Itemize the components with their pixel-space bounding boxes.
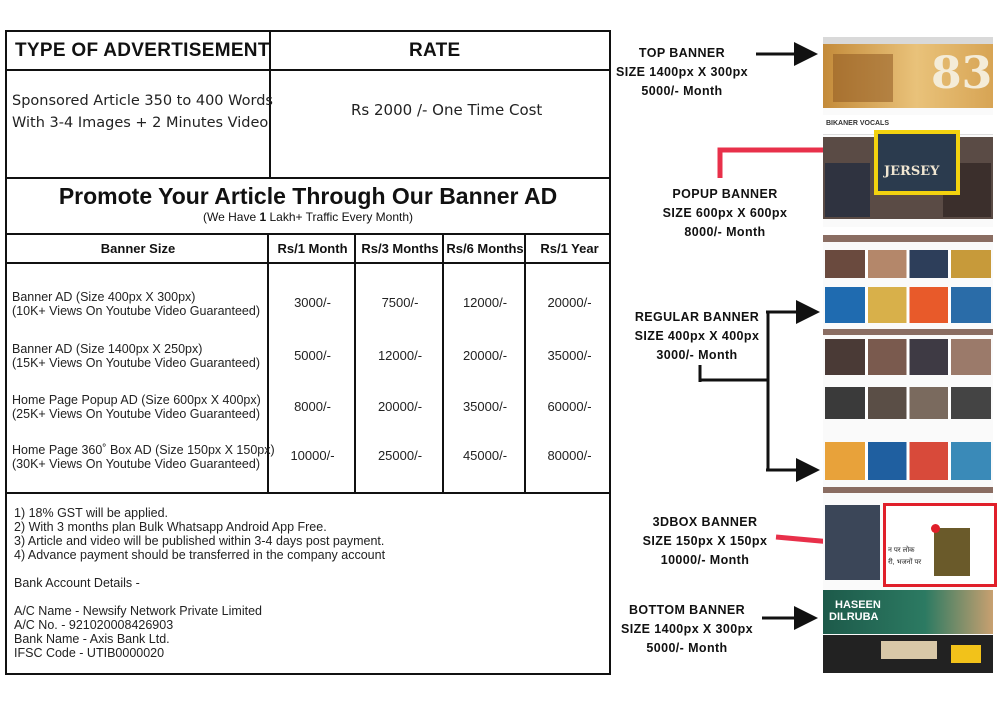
banner-figure bbox=[833, 54, 893, 102]
note-item: 2) With 3 months plan Bulk Whatsapp Android App Free. bbox=[14, 520, 327, 534]
rate-header: RATE bbox=[409, 40, 461, 61]
label-price: 10000/- Month bbox=[660, 553, 750, 567]
section-bar bbox=[823, 329, 993, 335]
price-cell: 35000/- bbox=[462, 399, 508, 414]
price-cell: 80000/- bbox=[547, 448, 592, 463]
bank-line: A/C No. - 921020008426903 bbox=[14, 618, 174, 632]
price-cell: 35000/- bbox=[547, 348, 592, 363]
bank-line: IFSC Code - UTIB0000020 bbox=[14, 646, 165, 660]
label-title: POPUP BANNER bbox=[672, 187, 778, 201]
table-row-sublabel: (25K+ Views On Youtube Video Guaranteed) bbox=[12, 407, 260, 421]
type-header: TYPE OF ADVERTISEMENT bbox=[15, 40, 270, 61]
promo-subtitle: (We Have 1 Lakh+ Traffic Every Month) bbox=[203, 210, 413, 224]
price-cell: 60000/- bbox=[547, 399, 592, 414]
browser-bar bbox=[823, 37, 993, 44]
table-row-sublabel: (10K+ Views On Youtube Video Guaranteed) bbox=[12, 304, 260, 318]
sponsored-line-2: With 3-4 Images + 2 Minutes Video bbox=[12, 115, 269, 131]
price-cell: 20000/- bbox=[462, 348, 508, 363]
gallery-row bbox=[825, 387, 991, 419]
popup-text: JERSEY bbox=[884, 164, 940, 179]
price-cell: 8000/- bbox=[294, 399, 331, 414]
regular-banner-row bbox=[825, 287, 991, 323]
col-header-1-year: Rs/1 Year bbox=[540, 241, 599, 256]
bottom-banner-line2: DILRUBA bbox=[829, 611, 879, 623]
col-header-banner-size: Banner Size bbox=[100, 241, 176, 256]
box-image bbox=[934, 528, 970, 576]
section-bar bbox=[823, 487, 993, 493]
label-size: SIZE 150px X 150px bbox=[642, 534, 768, 548]
bank-heading: Bank Account Details - bbox=[14, 576, 140, 590]
col-header-1-month: Rs/1 Month bbox=[277, 241, 348, 256]
note-item: 3) Article and video will be published within 3-4 days post payment. bbox=[14, 534, 385, 548]
site-footer bbox=[823, 635, 993, 673]
label-title: 3DBOX BANNER bbox=[652, 515, 758, 529]
table-row-label: Home Page Popup AD (Size 600px X 400px) bbox=[12, 393, 261, 407]
bank-line: Bank Name - Axis Bank Ltd. bbox=[14, 632, 170, 646]
label-size: SIZE 1400px X 300px bbox=[621, 622, 753, 636]
label-price: 5000/- Month bbox=[646, 641, 728, 655]
label-title: TOP BANNER bbox=[638, 46, 726, 60]
top-banner-text: 83 bbox=[931, 48, 993, 99]
price-cell: 45000/- bbox=[462, 448, 508, 463]
table-row-label: Banner AD (Size 1400px X 250px) bbox=[12, 342, 203, 356]
gallery-row bbox=[825, 339, 991, 375]
close-icon[interactable] bbox=[931, 524, 940, 533]
label-size: SIZE 600px X 600px bbox=[662, 206, 788, 220]
section-bar bbox=[823, 235, 993, 242]
price-cell: 7500/- bbox=[381, 295, 419, 310]
label-price: 8000/- Month bbox=[684, 225, 766, 239]
sponsored-rate: Rs 2000 /- One Time Cost bbox=[351, 101, 543, 119]
box-text-2: री, भजनों पर bbox=[888, 559, 922, 566]
news-thumb bbox=[825, 505, 880, 580]
bottom-banner-line1: HASEEN bbox=[835, 599, 881, 611]
label-title: REGULAR BANNER bbox=[634, 310, 760, 324]
price-cell: 20000/- bbox=[547, 295, 592, 310]
price-cell: 20000/- bbox=[377, 399, 423, 414]
site-name: BIKANER VOCALS bbox=[826, 120, 890, 127]
hero-thumb bbox=[825, 163, 870, 217]
price-cell: 10000/- bbox=[290, 448, 335, 463]
price-cell: 12000/- bbox=[377, 348, 423, 363]
label-size: SIZE 1400px X 300px bbox=[616, 65, 748, 79]
top-banner-image bbox=[823, 44, 993, 108]
thumb-row bbox=[825, 250, 991, 278]
popup-banner bbox=[874, 130, 960, 195]
note-item: 4) Advance payment should be transferred in the company account bbox=[14, 548, 386, 562]
promo-title: Promote Your Article Through Our Banner AD bbox=[58, 183, 558, 209]
box3d-banner bbox=[883, 503, 997, 587]
table-row-sublabel: (30K+ Views On Youtube Video Guaranteed) bbox=[12, 457, 260, 471]
regular-banner-row bbox=[825, 442, 991, 480]
box-text-1: न पर लोक bbox=[888, 547, 915, 554]
label-title: BOTTOM BANNER bbox=[628, 603, 746, 617]
col-header-3-months: Rs/3 Months bbox=[361, 241, 439, 256]
label-price: 5000/- Month bbox=[641, 84, 723, 98]
note-item: 1) 18% GST will be applied. bbox=[14, 506, 169, 520]
website-mockup bbox=[823, 37, 993, 673]
footer-badge bbox=[951, 645, 981, 663]
label-size: SIZE 400px X 400px bbox=[634, 329, 760, 343]
label-price: 3000/- Month bbox=[656, 348, 738, 362]
col-header-6-months: Rs/6 Months bbox=[446, 241, 524, 256]
table-row-sublabel: (15K+ Views On Youtube Video Guaranteed) bbox=[12, 356, 260, 370]
price-cell: 5000/- bbox=[294, 348, 331, 363]
bank-line: A/C Name - Newsify Network Private Limited bbox=[14, 604, 262, 618]
price-cell: 12000/- bbox=[462, 295, 508, 310]
table-row-label: Banner AD (Size 400px X 300px) bbox=[12, 290, 196, 304]
sponsored-line-1: Sponsored Article 350 to 400 Words bbox=[12, 93, 273, 109]
price-cell: 25000/- bbox=[377, 448, 423, 463]
table-row-label: Home Page 360˚ Box AD (Size 150px X 150px) bbox=[12, 443, 275, 457]
footer-ad bbox=[881, 641, 937, 659]
price-cell: 3000/- bbox=[294, 295, 331, 310]
bottom-banner-image bbox=[823, 590, 993, 634]
